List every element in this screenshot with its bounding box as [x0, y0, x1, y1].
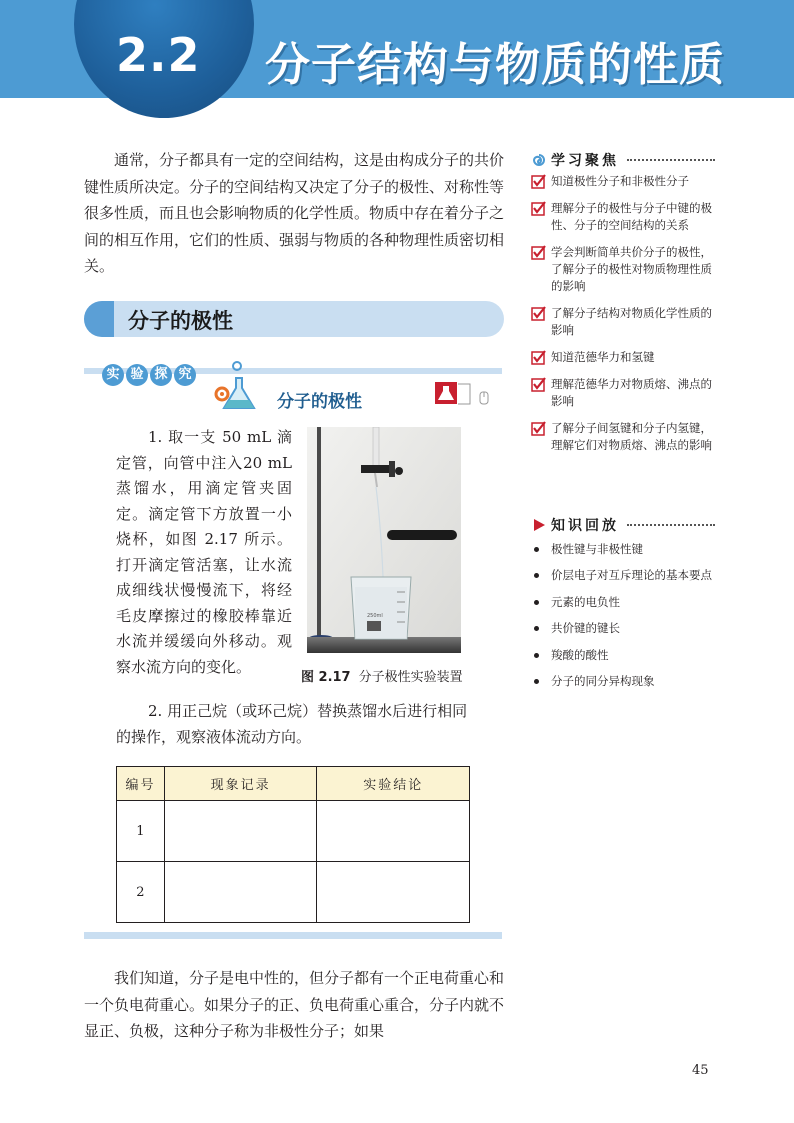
- experiment-step-2: 2. 用正己烷（或环己烷）替换蒸馏水后进行相同的操作，观察液体流动方向。: [116, 702, 468, 746]
- checkbox-checked-icon: [531, 245, 546, 260]
- table-header-cell: 编号: [117, 767, 165, 801]
- table-row: [117, 862, 470, 923]
- review-item-text: 极性键与非极性键: [551, 542, 643, 556]
- learning-focus-title: 学习聚焦: [551, 153, 619, 169]
- bullet-icon: [534, 547, 539, 552]
- checkbox-checked-icon: [531, 174, 546, 189]
- table-cell: [164, 862, 317, 923]
- review-item-text: 价层电子对互斥理论的基本要点: [551, 568, 712, 583]
- bullet-icon: [534, 600, 539, 605]
- review-item-text: 共价键的键长: [551, 621, 620, 636]
- experiment-step-1: 1. 取一支 50 mL 滴定管，向管中注入20 mL蒸馏水，用滴定管夹固定。滴定管下方放置一小烧杯，如图 2.17 所示。打开滴定管活塞，让水流成细线状慢慢流下，将经毛皮摩擦过的橡胶棒靠近水流并缓缓向外移动。观察水流方向的变化。: [116, 428, 292, 676]
- checkbox-checked-icon: [531, 377, 546, 392]
- experiment-badge: 验: [126, 364, 148, 386]
- list-item: [531, 594, 715, 620]
- table-cell: [164, 801, 317, 862]
- heading-dots: [627, 524, 715, 526]
- experiment-badges: [102, 364, 196, 386]
- intro-paragraph: 通常，分子都具有一定的空间结构，这是由构成分子的共价键性质所决定。分子的空间结构又决定了分子的极性、对称性等很多性质，而且也会影响物质的化学性质。物质中存在着分子之间的相互作用，它们的性质、强弱与物质的各种物理性质密切相关。: [84, 151, 505, 275]
- flask-gear-icon: [212, 358, 264, 414]
- chapter-number: 2.2: [116, 28, 201, 82]
- chapter-title: 分子结构与物质的性质: [265, 38, 726, 91]
- list-item: [531, 173, 715, 190]
- experiment-type-icon: [434, 380, 494, 408]
- table-header-cell: 实验结论: [317, 767, 470, 801]
- section-title: 分子的极性: [128, 309, 233, 333]
- knowledge-review-heading: [531, 515, 715, 535]
- figure-label: 图 2.17: [301, 670, 351, 685]
- checkbox-checked-icon: [531, 421, 546, 436]
- checkbox-checked-icon: [531, 350, 546, 365]
- list-item: [531, 420, 715, 454]
- focus-item-text: 理解范德华力对物质熔、沸点的影响: [551, 377, 712, 408]
- list-item: [531, 567, 715, 593]
- focus-item-text: 了解分子结构对物质化学性质的影响: [551, 306, 712, 337]
- figure-caption-text: 分子极性实验装置: [358, 670, 463, 685]
- learning-focus-heading: [531, 150, 715, 170]
- review-item-text: 羧酸的酸性: [551, 647, 609, 662]
- burette-apparatus-photo: [307, 427, 461, 653]
- section-heading-tab: [84, 301, 114, 337]
- list-item: [531, 305, 715, 339]
- review-item-text: 元素的电负性: [551, 594, 620, 609]
- figure-caption: [301, 666, 463, 685]
- spiral-focus-icon: [531, 152, 547, 168]
- experiment-badge: 探: [150, 364, 172, 386]
- list-item: [531, 244, 715, 295]
- list-item: [531, 541, 715, 567]
- bullet-icon: [534, 626, 539, 631]
- checkbox-checked-icon: [531, 306, 546, 321]
- learning-focus-list: [531, 173, 715, 464]
- experiment-badge: 究: [174, 364, 196, 386]
- bullet-icon: [534, 573, 539, 578]
- heading-dots: [627, 159, 715, 161]
- beaker-label: 250ml: [367, 613, 383, 619]
- page-number: 45: [692, 1063, 709, 1078]
- list-item: [531, 376, 715, 410]
- focus-item-text: 理解分子的极性与分子中键的极性、分子的空间结构的关系: [551, 201, 712, 232]
- table-cell: [317, 801, 470, 862]
- list-item: [531, 349, 715, 366]
- table-cell: 1: [117, 801, 165, 862]
- bullet-icon: [534, 653, 539, 658]
- experiment-record-table: [116, 766, 470, 923]
- list-item: [531, 647, 715, 673]
- focus-item-text: 知道范德华力和氢键: [551, 350, 655, 364]
- experiment-title: 分子的极性: [277, 392, 362, 412]
- table-cell: 2: [117, 862, 165, 923]
- review-item-text: 分子的同分异构现象: [551, 673, 655, 688]
- table-header-cell: 现象记录: [164, 767, 317, 801]
- list-item: [531, 620, 715, 646]
- knowledge-review-list: [531, 541, 715, 699]
- list-item: [531, 673, 715, 699]
- bullet-icon: [534, 679, 539, 684]
- knowledge-review-title: 知识回放: [551, 518, 619, 534]
- list-item: [531, 200, 715, 234]
- focus-item-text: 学会判断简单共价分子的极性，了解分子的极性对物质物理性质的影响: [551, 245, 712, 293]
- play-triangle-icon: [531, 517, 547, 533]
- table-header-row: [117, 767, 470, 801]
- experiment-badge: 实: [102, 364, 124, 386]
- experiment-end-divider: [84, 932, 502, 939]
- checkbox-checked-icon: [531, 201, 546, 216]
- table-cell: [317, 862, 470, 923]
- table-row: [117, 801, 470, 862]
- focus-item-text: 知道极性分子和非极性分子: [551, 174, 689, 188]
- outro-paragraph: 我们知道，分子是电中性的，但分子都有一个正电荷重心和一个负电荷重心。如果分子的正、负电荷重心重合，分子内就不显正、负极，这种分子称为非极性分子；如果: [84, 969, 505, 1040]
- focus-item-text: 了解分子间氢键和分子内氢键，理解它们对物质熔、沸点的影响: [551, 421, 712, 452]
